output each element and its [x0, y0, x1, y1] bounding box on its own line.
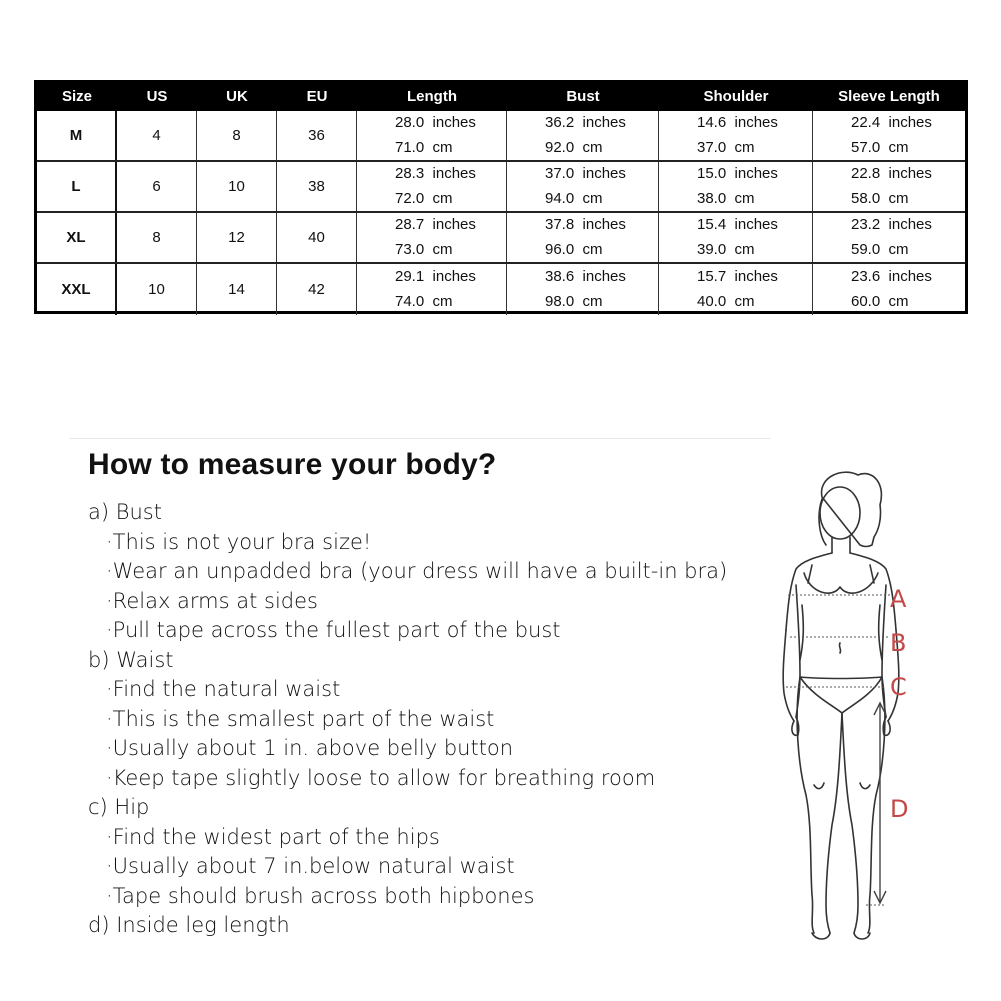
instruction-line: ·This is not your bra size! [106, 529, 372, 554]
shoulder-inches: 14.6 inches [697, 114, 778, 132]
uk-cell: 14 [197, 264, 277, 315]
header-us: US [146, 88, 168, 105]
measurement-instructions [88, 498, 768, 941]
shoulder-cm: 39.0 cm [697, 240, 755, 258]
instruction-line: ·Usually about 1 in. above belly button [106, 736, 514, 760]
header-eu: EU [306, 88, 328, 105]
us-cell: 10 [117, 264, 197, 315]
us-cell: 6 [117, 162, 197, 211]
bust-inches: 37.0 inches [545, 165, 626, 183]
shoulder-inches: 15.0 inches [697, 165, 778, 183]
size-cell: XL [37, 213, 117, 262]
shoulder-cm: 37.0 cm [697, 138, 755, 156]
length-inches: 29.1 inches [395, 267, 476, 285]
table-row [37, 213, 965, 264]
shoulder-cm: 40.0 cm [697, 293, 755, 311]
section-heading-waist: b) Waist [88, 647, 174, 672]
sleeve-cell [813, 162, 965, 211]
length-inches: 28.0 inches [395, 114, 476, 132]
eu-cell: 42 [277, 264, 357, 315]
sleeve-cell [813, 111, 965, 160]
length-cell [357, 111, 507, 160]
length-cm: 71.0 cm [395, 138, 453, 156]
sleeve-inches: 23.6 inches [851, 267, 932, 285]
table-row [37, 264, 965, 315]
sleeve-inches: 23.2 inches [851, 216, 932, 234]
instruction-line: ·Find the widest part of the hips [106, 824, 440, 849]
divider [70, 438, 770, 439]
instruction-line: ·Keep tape slightly loose to allow for breathing room [106, 765, 656, 790]
label-c: C [890, 673, 907, 701]
eu-cell: 38 [277, 162, 357, 211]
length-cell [357, 264, 507, 315]
bust-cm: 92.0 cm [545, 138, 603, 156]
uk-cell: 12 [197, 213, 277, 262]
sleeve-inches: 22.8 inches [851, 165, 932, 183]
bust-cm: 98.0 cm [545, 293, 603, 311]
shoulder-cell [659, 213, 813, 262]
us-cell: 4 [117, 111, 197, 160]
bust-inches: 38.6 inches [545, 267, 626, 285]
bust-cm: 94.0 cm [545, 189, 603, 207]
instruction-line: ·Find the natural waist [106, 677, 341, 701]
length-cm: 72.0 cm [395, 189, 453, 207]
sleeve-cm: 57.0 cm [851, 138, 909, 156]
instruction-line: ·This is the smallest part of the waist [106, 706, 495, 731]
table-header [37, 83, 965, 111]
section-heading-bust: a) Bust [88, 500, 162, 524]
instruction-line: ·Usually about 7 in.below natural waist [106, 854, 515, 878]
guide-title: How to measure your body? [88, 448, 497, 481]
table-row [37, 162, 965, 213]
eu-cell: 40 [277, 213, 357, 262]
table-row [37, 111, 965, 162]
sleeve-cm: 58.0 cm [851, 189, 909, 207]
length-inches: 28.7 inches [395, 216, 476, 234]
header-sleeve-length: Sleeve Length [838, 88, 940, 105]
header-shoulder: Shoulder [703, 88, 769, 105]
bust-cell [507, 111, 659, 160]
length-cm: 73.0 cm [395, 240, 453, 258]
body-measurement-figure [760, 465, 960, 945]
label-b: B [890, 629, 907, 657]
section-heading-inside-leg: d) Inside leg length [88, 913, 290, 937]
instruction-line: ·Pull tape across the fullest part of the bust [106, 618, 561, 642]
bust-cm: 96.0 cm [545, 240, 603, 258]
sleeve-cm: 59.0 cm [851, 240, 909, 258]
length-inches: 28.3 inches [395, 165, 476, 183]
section-heading-hip: c) Hip [88, 795, 150, 819]
length-cm: 74.0 cm [395, 293, 453, 311]
uk-cell: 8 [197, 111, 277, 160]
label-a: A [890, 585, 907, 613]
shoulder-cell [659, 111, 813, 160]
bust-cell [507, 213, 659, 262]
sleeve-cell [813, 213, 965, 262]
bust-cell [507, 162, 659, 211]
us-cell: 8 [117, 213, 197, 262]
uk-cell: 10 [197, 162, 277, 211]
shoulder-inches: 15.4 inches [697, 216, 778, 234]
eu-cell: 36 [277, 111, 357, 160]
shoulder-cell [659, 162, 813, 211]
instruction-line: ·Wear an unpadded bra (your dress will have a built-in bra) [106, 559, 728, 583]
bust-inches: 36.2 inches [545, 114, 626, 132]
shoulder-cell [659, 264, 813, 315]
label-d: D [890, 795, 909, 823]
sleeve-cell [813, 264, 965, 315]
size-cell: M [37, 111, 117, 160]
shoulder-cm: 38.0 cm [697, 189, 755, 207]
size-cell: XXL [37, 264, 117, 315]
shoulder-inches: 15.7 inches [697, 267, 778, 285]
instruction-line: ·Tape should brush across both hipbones [106, 883, 535, 908]
sleeve-inches: 22.4 inches [851, 114, 932, 132]
bust-inches: 37.8 inches [545, 216, 626, 234]
header-uk: UK [226, 88, 248, 105]
instruction-line: ·Relax arms at sides [106, 588, 318, 613]
bust-cell [507, 264, 659, 315]
length-cell [357, 213, 507, 262]
table-body [37, 111, 965, 311]
header-bust: Bust [566, 88, 600, 105]
header-length: Length [407, 88, 457, 105]
size-cell: L [37, 162, 117, 211]
sleeve-cm: 60.0 cm [851, 293, 909, 311]
size-chart-table [34, 80, 968, 314]
length-cell [357, 162, 507, 211]
header-size: Size [61, 88, 92, 105]
